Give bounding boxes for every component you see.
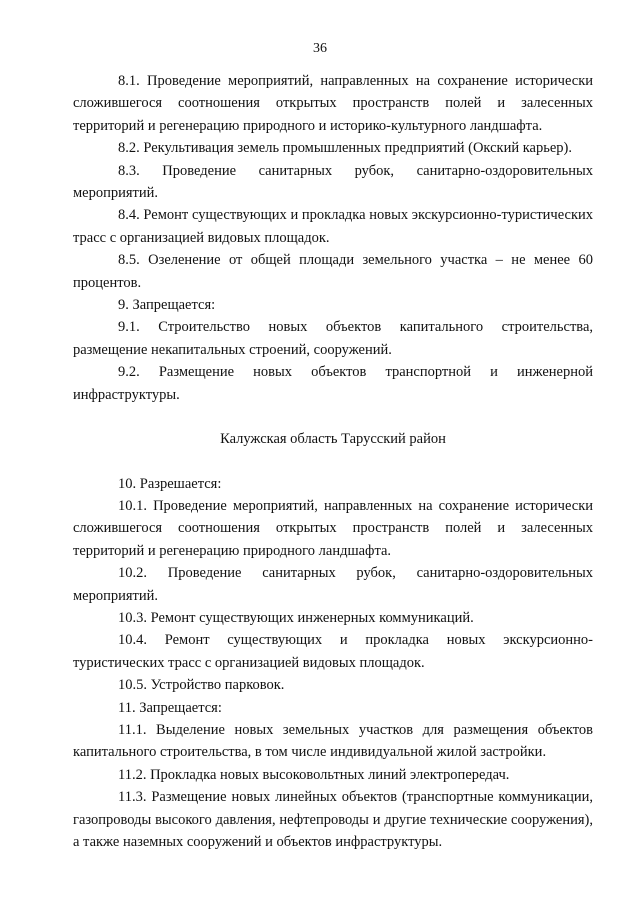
paragraph-10-4: 10.4. Ремонт существующих и прокладка новых экскурсионно-туристических трасс с организацией видовых площадок. — [73, 632, 593, 671]
paragraph-8-1: 8.1. Проведение мероприятий, направленных на сохранение исторически сложившегося соотношения открытых пространств полей и залесенных территорий и регенерацию природного и историко-культурного ландшафта. — [73, 73, 593, 134]
paragraph-8-3: 8.3. Проведение санитарных рубок, санитарно-оздоровительных мероприятий. — [73, 162, 593, 202]
paragraph-9-1: 9.1. Строительство новых объектов капитального строительства, размещение некапитальных строений, сооружений. — [73, 319, 593, 358]
paragraph-9-2: 9.2. Размещение новых объектов транспортной и инженерной инфраструктуры. — [73, 364, 593, 403]
section-heading: Калужская область Тарусский район — [220, 431, 446, 448]
section-gap-2 — [73, 451, 593, 473]
paragraph-10-1: 10.1. Проведение мероприятий, направленных на сохранение исторически сложившегося соотношения открытых пространств полей и залесенных территорий и регенерацию природного ландшафта. — [73, 497, 593, 559]
paragraph-8-4: 8.4. Ремонт существующих и прокладка новых экскурсионно-туристических трасс с организацией видовых площадок. — [73, 207, 593, 246]
paragraph-8-5: 8.5. Озеленение от общей площади земельного участка – не менее 60 процентов. — [73, 252, 593, 291]
paragraph-11: 11. Запрещается: — [118, 699, 222, 716]
paragraph-10-2: 10.2. Проведение санитарных рубок, санитарно-оздоровительных мероприятий. — [73, 565, 593, 604]
paragraph-11-2: 11.2. Прокладка новых высоковольтных линий электропередач. — [118, 766, 510, 783]
paragraph-11-3: 11.3. Размещение новых линейных объектов (транспортные коммуникации, газопроводы высокого давления, нефтепроводы и другие технические сооружения), а также наземных сооружений и объектов инфраструктуры. — [73, 789, 593, 850]
paragraph-9: 9. Запрещается: — [118, 297, 216, 314]
paragraph-10-5: 10.5. Устройство парковок. — [118, 677, 285, 694]
paragraph-11-1: 11.1. Выделение новых земельных участков для размещения объектов капитального строительства, в том числе индивидуальной жилой застройки. — [73, 721, 593, 761]
document-body — [73, 70, 593, 853]
paragraph-10-3: 10.3. Ремонт существующих инженерных коммуникаций. — [118, 609, 474, 626]
page-number: 36 — [313, 41, 327, 56]
paragraph-8-2: 8.2. Рекультивация земель промышленных предприятий (Окский карьер). — [118, 140, 572, 157]
paragraph-10: 10. Разрешается: — [118, 475, 222, 492]
section-gap — [73, 406, 593, 428]
